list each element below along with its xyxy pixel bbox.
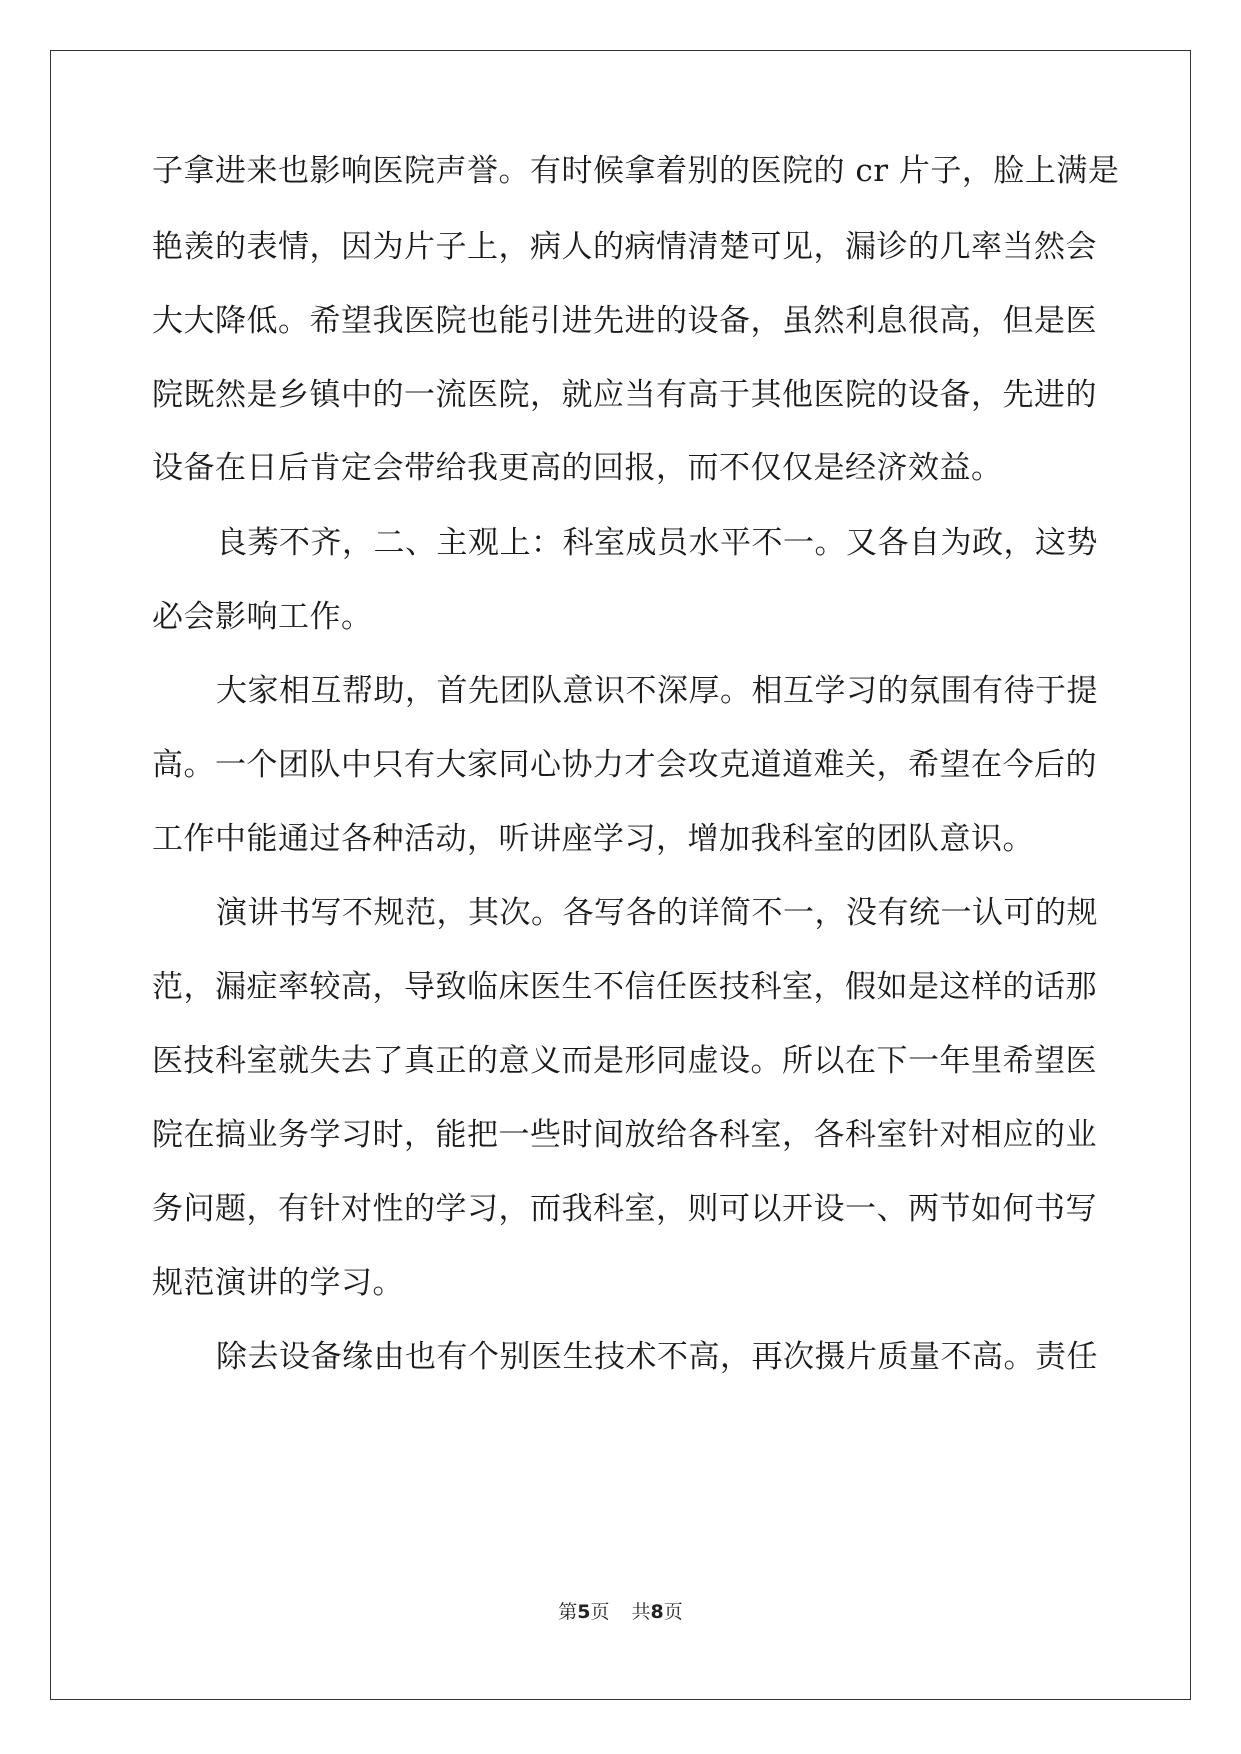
text-line: 规范演讲的学习。 bbox=[152, 1265, 404, 1301]
text-line: 工作中能通过各种活动，听讲座学习，增加我科室的团队意识。 bbox=[152, 821, 1034, 857]
text-line: 务问题，有针对性的学习，而我科室，则可以开设一、两节如何书写 bbox=[152, 1191, 1097, 1227]
text-line: 设备在日后肯定会带给我更高的回报，而不仅仅是经济效益。 bbox=[152, 450, 1003, 486]
text-line: 艳羡的表情，因为片子上，病人的病情清楚可见，漏诊的几率当然会 bbox=[152, 229, 1097, 265]
text-line: 大大降低。希望我医院也能引进先进的设备，虽然利息很高，但是医 bbox=[152, 303, 1097, 339]
paragraph-first-line: 除去设备缘由也有个别医生技术不高，再次摄片质量不高。责任 bbox=[216, 1339, 1098, 1375]
total-suffix: 页 bbox=[663, 1601, 683, 1623]
paragraph-first-line: 大家相互帮助，首先团队意识不深厚。相互学习的氛围有待于提 bbox=[216, 673, 1098, 709]
text-line: 子拿进来也影响医院声誉。有时候拿着别的医院的 cr 片子，脸上满是 bbox=[152, 153, 1120, 189]
page-number: 5 bbox=[577, 1601, 591, 1623]
paragraph-first-line: 演讲书写不规范，其次。各写各的详简不一，没有统一认可的规 bbox=[216, 895, 1098, 931]
total-pages: 8 bbox=[650, 1601, 664, 1623]
page-suffix: 页 bbox=[590, 1601, 610, 1623]
paragraph-first-line: 良莠不齐，二、主观上：科室成员水平不一。又各自为政，这势 bbox=[216, 525, 1098, 561]
text-line: 院在搞业务学习时，能把一些时间放给各科室，各科室针对相应的业 bbox=[152, 1117, 1097, 1153]
total-prefix: 共 bbox=[631, 1601, 651, 1623]
text-line: 高。一个团队中只有大家同心协力才会攻克道道难关，希望在今后的 bbox=[152, 747, 1097, 783]
text-line: 范，漏症率较高，导致临床医生不信任医技科室，假如是这样的话那 bbox=[152, 969, 1097, 1005]
page-prefix: 第 bbox=[558, 1601, 578, 1623]
text-line: 院既然是乡镇中的一流医院，就应当有高于其他医院的设备，先进的 bbox=[152, 377, 1097, 413]
page-border bbox=[50, 50, 1191, 1700]
text-line: 医技科室就失去了真正的意义而是形同虚设。所以在下一年里希望医 bbox=[152, 1043, 1097, 1079]
page-footer bbox=[0, 1600, 1241, 1624]
text-line: 必会影响工作。 bbox=[152, 599, 373, 635]
